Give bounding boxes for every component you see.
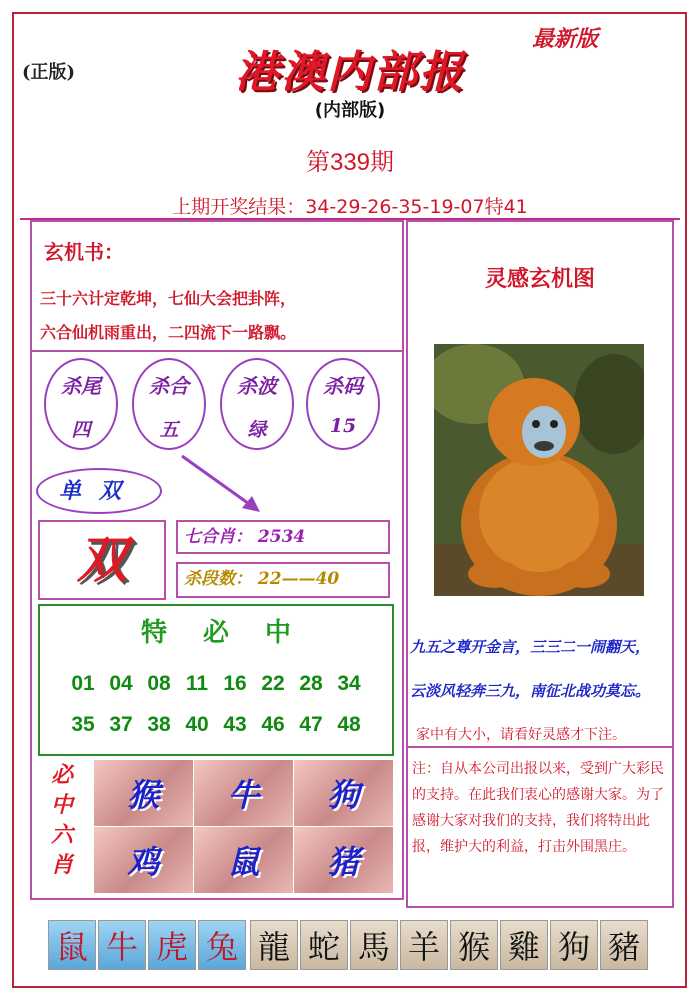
kill-combo-oval (132, 358, 206, 450)
monkey-image (434, 344, 644, 596)
animal-tile: 鸡 (94, 827, 193, 893)
page-subtitle: (内部版) (314, 100, 386, 121)
edition-label: (正版) (22, 62, 76, 83)
special-number: 38 (147, 713, 171, 736)
golden-monkey-icon (434, 344, 644, 596)
special-number: 28 (299, 672, 323, 695)
zodiac-tile: 豬 (600, 920, 648, 970)
special-number: 40 (185, 713, 209, 736)
oval-value: 绿 (247, 419, 267, 441)
oval-key: 杀波 (237, 374, 277, 398)
kill-number-oval (306, 358, 380, 450)
animal-tile: 鼠 (194, 827, 293, 893)
special-number: 01 (71, 672, 95, 695)
zodiac-tile: 狗 (550, 920, 598, 970)
zodiac-tile: 猴 (450, 920, 498, 970)
bizhong-label (48, 760, 76, 880)
oval-key: 杀合 (149, 374, 189, 398)
sha-duan-box (176, 562, 390, 598)
issue-number: 第339期 (305, 149, 395, 176)
special-number: 08 (147, 672, 171, 695)
qihe-label: 七合肖： (184, 527, 252, 547)
special-number: 16 (223, 672, 247, 695)
zodiac-tile: 兔 (198, 920, 246, 970)
special-number: 34 (337, 672, 361, 695)
xuanji-title: 玄机书： (44, 240, 124, 264)
odd-even-answer: 双 (38, 520, 166, 600)
qihe-value: 2534 (257, 527, 306, 547)
arrow-icon (176, 450, 266, 520)
oval-value: 四 (71, 419, 91, 441)
section-divider (30, 350, 404, 352)
oval-key: 杀尾 (61, 374, 101, 398)
special-number: 48 (337, 713, 361, 736)
oval-value: 15 (329, 415, 357, 437)
animal-tile: 狗 (294, 760, 393, 826)
zodiac-tile: 鼠 (48, 920, 96, 970)
special-number: 47 (299, 713, 323, 736)
oval-key: 杀码 (323, 374, 363, 398)
zodiac-tile: 雞 (500, 920, 548, 970)
zodiac-tile: 馬 (350, 920, 398, 970)
special-number: 04 (109, 672, 133, 695)
oval-value: 五 (159, 419, 179, 441)
special-row-1 (64, 672, 368, 696)
qihe-box (176, 520, 390, 554)
kill-tail-oval (44, 358, 118, 450)
xuanji-line-2: 六合仙机雨重出，二四流下一路飘。 (40, 323, 297, 342)
right-poem-line-2: 云淡风轻奔三九，南征北战功莫忘。 (410, 682, 651, 700)
zodiac-tile: 龍 (250, 920, 298, 970)
bizhong-char: 肖 (50, 852, 73, 878)
special-number: 11 (185, 672, 209, 695)
special-number: 35 (71, 713, 95, 736)
bizhong-animal-grid (94, 760, 392, 894)
right-note: 家中有大小，请看好灵感才下注。 (416, 727, 626, 743)
bizhong-char: 必 (50, 762, 73, 788)
bizhong-char: 中 (50, 792, 73, 818)
company-notice: 注：自从本公司出报以来，受到广大彩民的支持。在此我们衷心的感谢大家。为了感谢大家对我们的支持，我们将特出此报，维护大的利益，打击外围黑庄。 (412, 761, 664, 855)
animal-tile: 牛 (194, 760, 293, 826)
inspiration-title: 灵感玄机图 (484, 266, 595, 292)
odd-even-label: 单双 (36, 468, 162, 514)
special-row-2 (64, 713, 368, 737)
special-number: 22 (261, 672, 285, 695)
latest-badge: 最新版 (532, 26, 599, 52)
special-title: 特必中 (140, 618, 327, 648)
sha-duan-value: 22——40 (257, 569, 340, 589)
animal-tile: 猪 (294, 827, 393, 893)
last-result: 上期开奖结果：34-29-26-35-19-07特41 (172, 196, 528, 218)
bizhong-char: 六 (50, 822, 73, 848)
zodiac-tile: 羊 (400, 920, 448, 970)
special-number: 46 (261, 713, 285, 736)
zodiac-tile: 虎 (148, 920, 196, 970)
zodiac-tile: 牛 (98, 920, 146, 970)
animal-tile: 猴 (94, 760, 193, 826)
special-number: 43 (223, 713, 247, 736)
page-title: 港澳内部报 (235, 47, 465, 98)
zodiac-bar (48, 920, 652, 970)
right-divider (406, 746, 674, 748)
right-poem-line-1: 九五之尊开金言，三三二一闹翻天， (410, 638, 651, 656)
kill-wave-oval (220, 358, 294, 450)
xuanji-line-1: 三十六计定乾坤，七仙大会把卦阵， (40, 289, 297, 308)
special-number: 37 (109, 713, 133, 736)
zodiac-tile: 蛇 (300, 920, 348, 970)
sha-duan-label: 杀段数： (184, 569, 252, 589)
